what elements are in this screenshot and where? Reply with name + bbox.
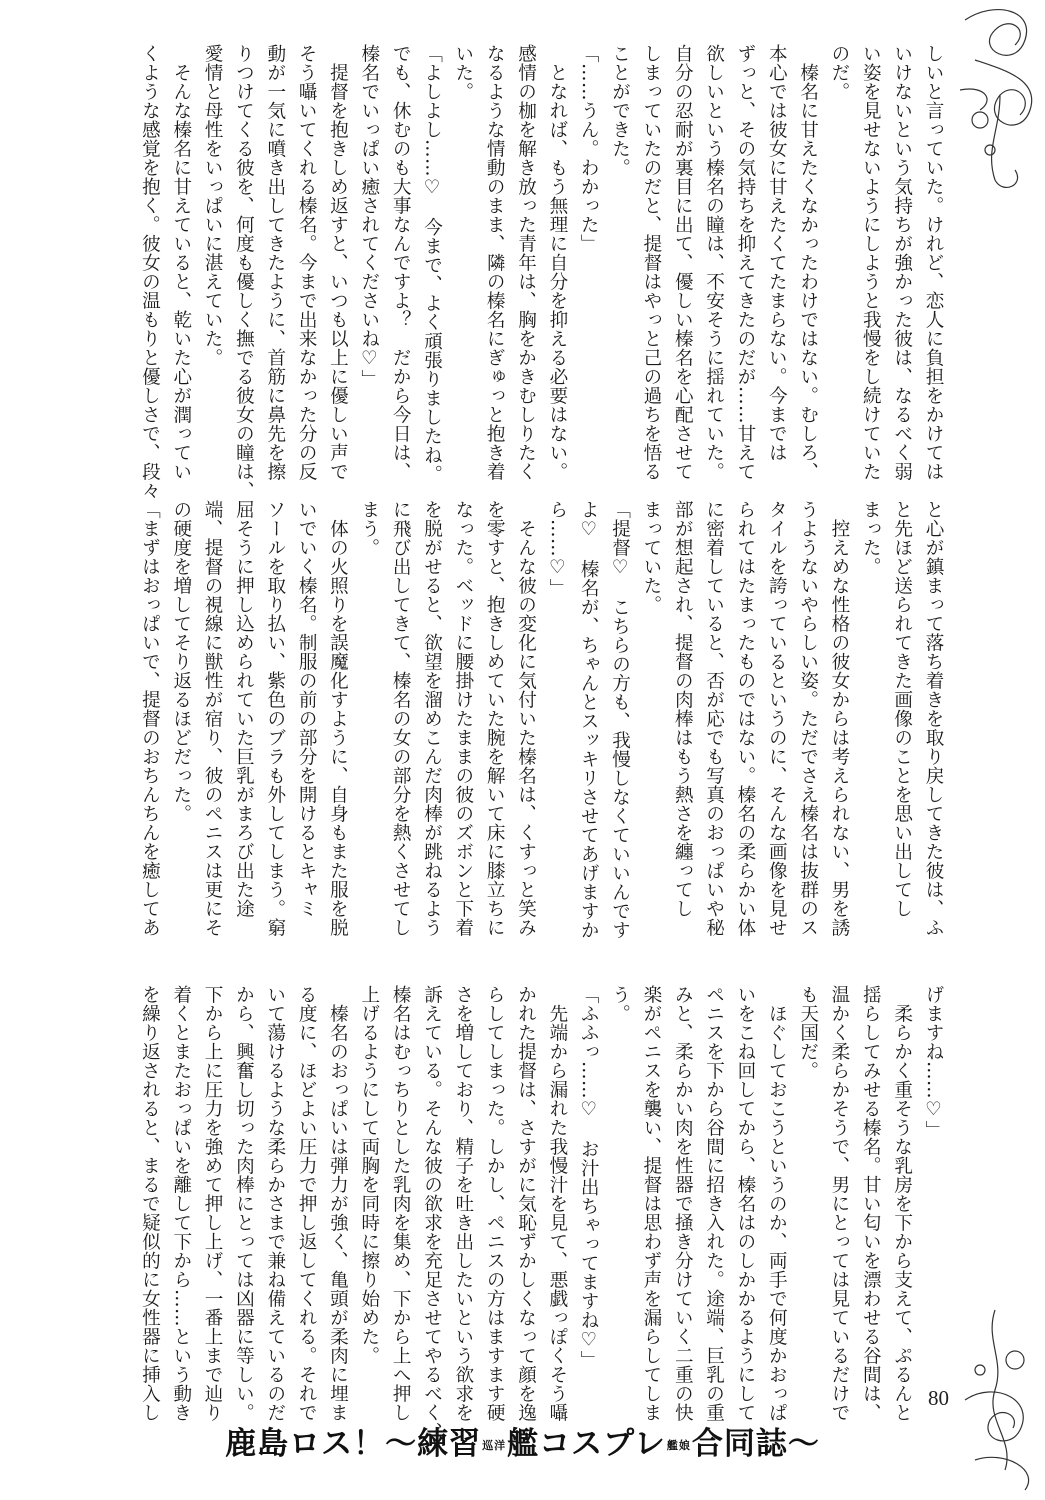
text-column: いて蕩けるような柔らかさまで兼ね備えているのだ [264,985,286,1422]
title-part-1: 鹿島ロス！～練習 [225,1426,482,1462]
text-column: そう囁いてくれる榛名。今まで出来なかった分の反 [296,44,318,481]
text-column: う。 [609,985,631,1023]
text-column: と先ほど送られてきた画像のことを思い出してし [891,500,913,918]
text-column: まった。 [860,500,882,576]
corner-ornament-bottom [955,1300,1045,1500]
text-column: 榛名でいっぱい癒されてくださいね♡」 [358,44,380,389]
text-column: 「提督♡ こちらの方も、我慢しなくていいんです [609,500,631,940]
text-column: しまっていたのだと、提督はやっと己の過ちを悟る [640,44,662,481]
text-column: られてはたまったものではない。榛名の柔らかい体 [734,500,756,937]
text-column: タイルを誇っているというのに、そんな画像を見せ [766,500,788,937]
text-column: 屈そうに押し込められていた巨乳がまろび出た途 [233,500,255,918]
text-column: 控えめな性格の彼女からは考えられない、男を誘 [828,500,850,937]
text-column: 上げるようにして両胸を同時に擦り始めた。 [358,985,380,1365]
text-column: ら……♡」 [546,500,568,598]
text-column: に飛び出してきて、榛名の女の部分を熱くさせてし [390,500,412,937]
text-column: 訴えている。そんな彼の欲求を充足させてやるべく、 [421,985,443,1441]
text-column: うようないやらしい姿。ただでさえ榛名は抜群のス [797,500,819,937]
text-column: と心が鎮まって落ち着きを取り戻してきた彼は、ふ [923,500,944,937]
text-column: 提督を抱きしめ返すと、いつも以上に優しい声で [327,44,349,481]
text-column: 榛名のおっぱいは弾力が強く、亀頭が柔肉に埋ま [327,985,349,1422]
text-column: を脱がせると、欲望を溜めこんだ肉棒が跳ねるよう [421,500,443,937]
book-title [0,1418,1045,1463]
text-column: そんな榛名に甘えていると、乾いた心が潤ってい [170,44,192,481]
text-column: いをこね回してから、榛名はのしかかるようにして [734,985,756,1422]
text-column: いけないという気持ちが強かった彼は、なるべく弱 [891,44,913,481]
text-column: くような感覚を抱く。彼女の温もりと優しさで、段々 [139,44,161,500]
text-column: る度に、ほどよい圧力で押し返してくれる。それで [296,985,318,1422]
text-column: りつけてくる彼を、何度も優しく撫でる彼女の瞳は、 [233,44,255,500]
text-column: 「まずはおっぱいで、提督のおちんちんを癒してあ [139,500,161,937]
text-column: まっていた。 [640,500,662,614]
text-column: 動が一気に噴き出してきたように、首筋に鼻先を擦 [264,44,286,481]
text-column: 揺らしてみせる榛名。甘い匂いを漂わせる谷間は、 [860,985,882,1422]
text-column: 体の火照りを誤魔化すように、自身もまた服を脱 [327,500,349,937]
text-column: 「……うん。わかった」 [578,44,600,253]
text-column: 欲しいという榛名の瞳は、不安そうに揺れていた。 [703,44,725,481]
text-column: となれば、もう無理に自分を抑える必要はない。 [546,44,568,481]
page-number: 80 [928,1386,949,1410]
text-column: 先端から漏れた我慢汁を見て、悪戯っぽくそう囁 [546,985,568,1422]
text-column: なるような情動のまま、隣の榛名にぎゅっと抱き着 [484,44,506,481]
text-column: 榛名に甘えたくなかったわけではない。むしろ、 [797,44,819,481]
text-column: 榛名はむっちりとした乳肉を集め、下から上へ押し [390,985,412,1422]
text-column: 端、提督の視線に獣性が宿り、彼のペニスは更にそ [202,500,224,937]
text-column: でも、休むのも大事なんですよ？ だから今日は、 [390,44,412,481]
text-column: ソールを取り払い、紫色のブラも外してしまう。窮 [264,500,286,937]
text-column: も天国だ。 [797,985,819,1080]
text-column: らしてしまった。しかし、ペニスの方はますます硬 [484,985,506,1422]
text-column: 本心では彼女に甘えたくてたまらない。今までは [766,44,788,462]
text-column: げますね……♡」 [923,985,944,1140]
text-column: い姿を見せないようにしようと我慢をし続けていた [860,44,882,481]
text-column: まう。 [358,500,380,557]
text-column: のだ。 [828,44,850,101]
text-column: そんな彼の変化に気付いた榛名は、くすっと笑み [515,500,537,937]
text-column: いた。 [452,44,474,101]
text-column: みと、柔らかい肉を性器で掻き分けていく二重の快 [672,985,694,1422]
text-column: を零すと、抱きしめていた腕を解いて床に膝立ちに [484,500,506,937]
title-part-2: 艦コスプレ [507,1426,666,1462]
text-column: かれた提督は、さすがに気恥ずかしくなって顔を逸 [515,985,537,1422]
corner-ornament-top [955,0,1045,200]
text-column: ペニスを下から谷間に招き入れた。途端、巨乳の重 [703,985,725,1422]
text-column: さを増しており、精子を吐き出したいという欲求を [452,985,474,1422]
text-column: 楽がペニスを襲い、提督は思わず声を漏らしてしま [640,985,662,1422]
text-column: に密着していると、否が応でも写真のおっぱいや秘 [703,500,725,937]
text-tier-middle [133,500,949,940]
text-column: いでいく榛名。制服の前の部分を開けるとキャミ [296,500,318,918]
text-column: ことができた。 [609,44,631,177]
text-tier-top [133,44,949,500]
text-column: 「よしよし……♡ 今まで、よく頑張りましたね。 [421,44,443,484]
text-column: 着くとまたおっぱいを離して下から……という動き [170,985,192,1422]
title-part-3: 合同誌～ [691,1426,820,1462]
title-ruby-2: 艦娘 [666,1439,691,1452]
text-column: 温かく柔らかそうで、男にとっては見ているだけで [828,985,850,1422]
text-column: 下から上に圧力を強めて押し上げ、一番上まで辿り [202,985,224,1422]
text-column: 愛情と母性をいっぱいに湛えていた。 [202,44,224,367]
text-column: を繰り返されると、まるで疑似的に女性器に挿入し [139,985,161,1422]
text-column: の硬度を増してそり返るほどだった。 [170,500,192,823]
text-column: 感情の枷を解き放った青年は、胸をかきむしりたく [515,44,537,481]
text-column: 柔らかく重そうな乳房を下から支えて、ぷるんと [891,985,913,1422]
text-column: ずっと、その気持ちを抑えてきたのだが……甘えて [734,44,756,481]
text-column: 自分の忍耐が裏目に出て、優しい榛名を心配させて [672,44,694,481]
text-column: なった。ベッドに腰掛けたままの彼のズボンと下着 [452,500,474,937]
text-column: 部が想起され、提督の肉棒はもう熱さを纏ってし [672,500,694,918]
text-column: しいと言っていた。けれど、恋人に負担をかけては [923,44,944,481]
text-column: よ♡ 榛名が、ちゃんとスッキリさせてあげますか [578,500,600,940]
title-ruby-1: 巡洋 [482,1439,507,1452]
text-column: ほぐしておこうというのか、両手で何度かおっぱ [766,985,788,1422]
text-column: から、興奮し切った肉棒にとっては凶器に等しい。 [233,985,255,1422]
text-column: 「ふふっ……♡ お汁出ちゃってますね♡」 [578,985,600,1370]
